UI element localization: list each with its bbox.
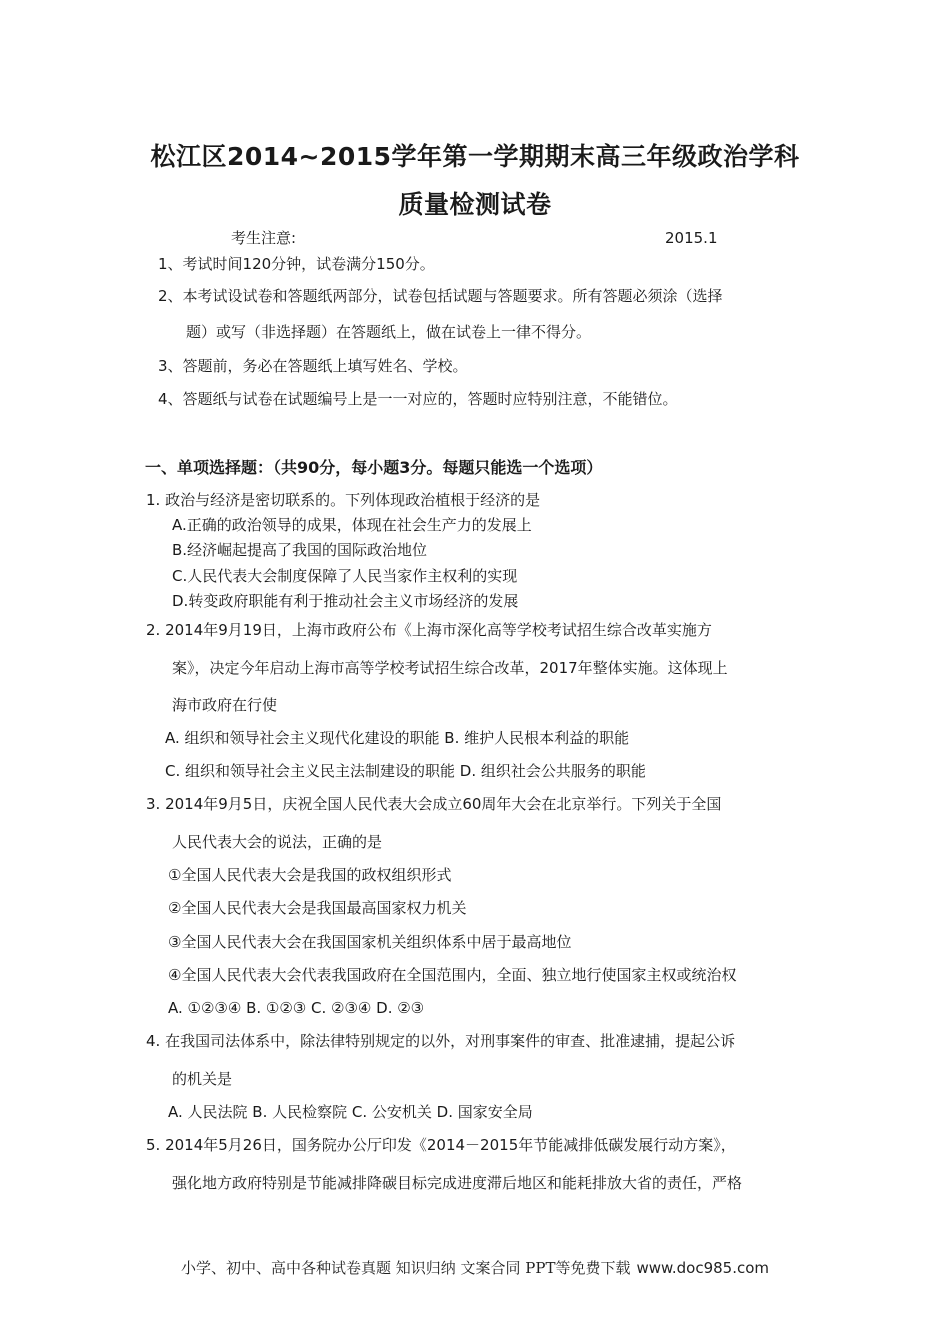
q3-statement-3: ③全国人民代表大会在我国国家机关组织体系中居于最高地位 [168, 933, 572, 951]
q4-stem-2: 的机关是 [172, 1070, 233, 1088]
q4-options: A. 人民法院 B. 人民检察院 C. 公安机关 D. 国家安全局 [168, 1103, 533, 1121]
q1-option-d: D.转变政府职能有利于推动社会主义市场经济的发展 [172, 592, 519, 610]
notice-item-2-cont: 题）或写（非选择题）在答题纸上，做在试卷上一律不得分。 [186, 323, 592, 341]
q3-statement-2: ②全国人民代表大会是我国最高国家权力机关 [168, 899, 467, 917]
q2-stem-1: 2. 2014年9月19日，上海市政府公布《上海市深化高等学校考试招生综合改革实施方 [146, 621, 712, 639]
q2-stem-3: 海市政府在行使 [172, 696, 278, 714]
q5-stem-1: 5. 2014年5月26日，国务院办公厅印发《2014－2015年节能减排低碳发展行动方案》， [146, 1136, 736, 1154]
q3-stem-2: 人民代表大会的说法，正确的是 [172, 833, 383, 851]
q3-stem-1: 3. 2014年9月5日，庆祝全国人民代表大会成立60周年大会在北京举行。下列关于全国 [146, 795, 722, 813]
q4-stem-1: 4. 在我国司法体系中，除法律特别规定的以外，对刑事案件的审查、批准逮捕，提起公诉 [146, 1032, 736, 1050]
section-heading: 一、单项选择题：（共90分，每小题3分。每题只能选一个选项） [145, 458, 603, 477]
q3-options: A. ①②③④ B. ①②③ C. ②③④ D. ②③ [168, 999, 425, 1017]
notice-item-4: 4、答题纸与试卷在试题编号上是一一对应的，答题时应特别注意，不能错位。 [158, 390, 678, 408]
q1-option-a: A.正确的政治领导的成果，体现在社会生产力的发展上 [172, 516, 532, 534]
q5-stem-2: 强化地方政府特别是节能减排降碳目标完成进度滞后地区和能耗排放大省的责任，严格 [172, 1174, 743, 1192]
q1-option-c: C.人民代表大会制度保障了人民当家作主权利的实现 [172, 567, 518, 585]
page-footer [0, 1257, 950, 1278]
q1-stem: 1. 政治与经济是密切联系的。下列体现政治植根于经济的是 [146, 491, 541, 509]
q1-option-b: B.经济崛起提高了我国的国际政治地位 [172, 541, 428, 559]
notice-item-2: 2、本考试设试卷和答题纸两部分，试卷包括试题与答题要求。所有答题必须涂（选择 [158, 287, 723, 305]
exam-date: 2015.1 [665, 229, 718, 247]
exam-title-line1: 松江区2014~2015学年第一学期期末高三年级政治学科 [150, 142, 800, 171]
notice-item-3: 3、答题前，务必在答题纸上填写姓名、学校。 [158, 357, 468, 375]
q2-options-cd: C. 组织和领导社会主义民主法制建设的职能 D. 组织社会公共服务的职能 [165, 762, 646, 780]
notice-label: 考生注意: [231, 229, 297, 247]
q2-options-ab: A. 组织和领导社会主义现代化建设的职能 B. 维护人民根本利益的职能 [165, 729, 630, 747]
q2-stem-2: 案》，决定今年启动上海市高等学校考试招生综合改革，2017年整体实施。这体现上 [172, 659, 728, 677]
q3-statement-1: ①全国人民代表大会是我国的政权组织形式 [168, 866, 452, 884]
q3-statement-4: ④全国人民代表大会代表我国政府在全国范围内，全面、独立地行使国家主权或统治权 [168, 966, 737, 984]
exam-title-line2: 质量检测试卷 [398, 190, 552, 219]
footer-url[interactable]: www.doc985.com [636, 1259, 770, 1277]
footer-text: 小学、初中、高中各种试卷真题 知识归纳 文案合同 PPT等免费下载 [180, 1259, 631, 1277]
notice-item-1: 1、考试时间120分钟，试卷满分150分。 [158, 255, 435, 273]
